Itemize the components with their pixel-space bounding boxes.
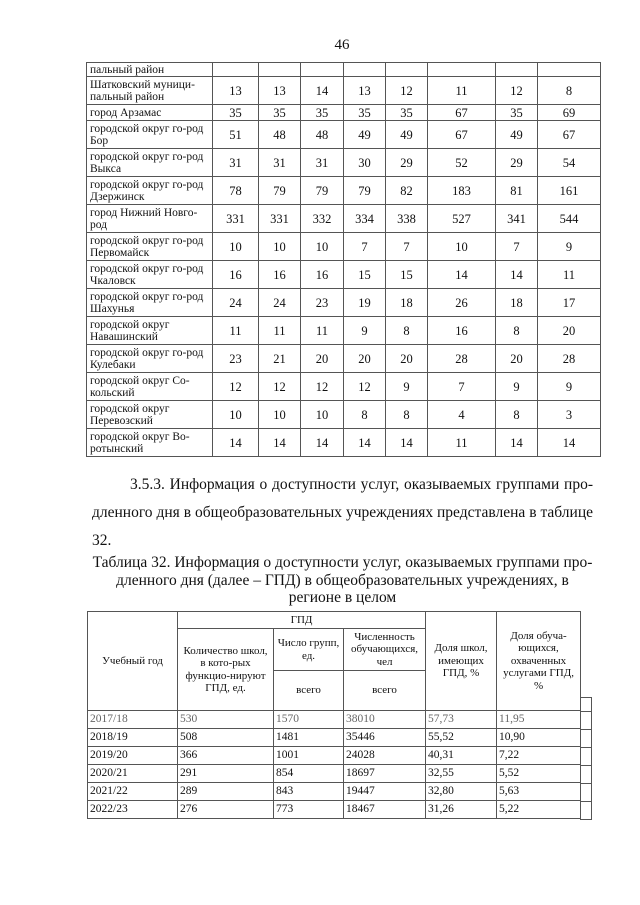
value-cell bbox=[538, 63, 601, 77]
value-cell: 67 bbox=[538, 121, 601, 149]
value-cell: 7 bbox=[344, 233, 386, 261]
value-cell: 11 bbox=[301, 317, 344, 345]
value-cell: 544 bbox=[538, 205, 601, 233]
year-cell: 2017/18 bbox=[88, 711, 178, 729]
schools-cell: 366 bbox=[178, 747, 274, 765]
value-cell: 10 bbox=[213, 233, 259, 261]
table-row bbox=[88, 801, 581, 819]
value-cell: 16 bbox=[301, 261, 344, 289]
value-cell: 331 bbox=[259, 205, 301, 233]
table-row bbox=[88, 729, 581, 747]
value-cell: 12 bbox=[301, 373, 344, 401]
table-row bbox=[87, 345, 601, 373]
value-cell: 79 bbox=[259, 177, 301, 205]
share-schools-cell: 32,80 bbox=[426, 783, 497, 801]
value-cell: 35 bbox=[259, 105, 301, 121]
value-cell: 7 bbox=[428, 373, 496, 401]
value-cell: 332 bbox=[301, 205, 344, 233]
students-cell: 35446 bbox=[344, 729, 426, 747]
municipality-table-continued bbox=[86, 62, 601, 457]
value-cell: 14 bbox=[213, 429, 259, 457]
year-cell: 2022/23 bbox=[88, 801, 178, 819]
value-cell: 14 bbox=[538, 429, 601, 457]
value-cell: 14 bbox=[301, 77, 344, 105]
schools-cell: 289 bbox=[178, 783, 274, 801]
value-cell: 14 bbox=[496, 429, 538, 457]
municipality-name: городской округ го-род Первомайск bbox=[87, 233, 213, 261]
header-students: Численность обучающихся, чел bbox=[344, 629, 426, 671]
value-cell: 12 bbox=[386, 77, 428, 105]
value-cell: 3 bbox=[538, 401, 601, 429]
municipality-name: городской округ го-род Чкаловск bbox=[87, 261, 213, 289]
value-cell: 69 bbox=[538, 105, 601, 121]
value-cell: 9 bbox=[386, 373, 428, 401]
value-cell: 67 bbox=[428, 121, 496, 149]
value-cell: 13 bbox=[259, 77, 301, 105]
municipality-name: городской округ го-род Выкса bbox=[87, 149, 213, 177]
value-cell: 9 bbox=[344, 317, 386, 345]
value-cell: 29 bbox=[386, 149, 428, 177]
value-cell: 10 bbox=[259, 233, 301, 261]
value-cell: 4 bbox=[428, 401, 496, 429]
paragraph-text: 3.5.3. Информация о доступности услуг, оказываемых группами про-дленного дня в общеобразовательных учреждениях представлена в таблице 32. bbox=[92, 476, 593, 549]
value-cell: 48 bbox=[301, 121, 344, 149]
value-cell: 20 bbox=[538, 317, 601, 345]
value-cell: 20 bbox=[386, 345, 428, 373]
municipality-name: городской округ Перевозский bbox=[87, 401, 213, 429]
value-cell: 14 bbox=[496, 261, 538, 289]
value-cell: 49 bbox=[344, 121, 386, 149]
schools-cell: 508 bbox=[178, 729, 274, 747]
value-cell: 11 bbox=[213, 317, 259, 345]
value-cell: 527 bbox=[428, 205, 496, 233]
municipality-name: городской округ го-род Кулебаки bbox=[87, 345, 213, 373]
value-cell: 10 bbox=[428, 233, 496, 261]
value-cell: 13 bbox=[213, 77, 259, 105]
students-cell: 38010 bbox=[344, 711, 426, 729]
value-cell: 7 bbox=[496, 233, 538, 261]
value-cell: 18 bbox=[496, 289, 538, 317]
value-cell bbox=[496, 63, 538, 77]
value-cell: 12 bbox=[213, 373, 259, 401]
value-cell: 30 bbox=[344, 149, 386, 177]
header-groups-total: всего bbox=[274, 671, 344, 711]
table-row bbox=[87, 77, 601, 105]
schools-cell: 276 bbox=[178, 801, 274, 819]
table-row bbox=[88, 747, 581, 765]
value-cell: 54 bbox=[538, 149, 601, 177]
value-cell: 10 bbox=[301, 401, 344, 429]
header-schools: Количество школ, в кото-рых функцио-нируют ГПД, ед. bbox=[178, 629, 274, 711]
value-cell: 79 bbox=[344, 177, 386, 205]
value-cell: 79 bbox=[301, 177, 344, 205]
municipality-name: город Арзамас bbox=[87, 105, 213, 121]
municipality-name: городской округ го-род Дзержинск bbox=[87, 177, 213, 205]
value-cell: 20 bbox=[344, 345, 386, 373]
share-schools-cell: 31,26 bbox=[426, 801, 497, 819]
value-cell: 341 bbox=[496, 205, 538, 233]
value-cell: 11 bbox=[259, 317, 301, 345]
value-cell: 28 bbox=[428, 345, 496, 373]
groups-cell: 773 bbox=[274, 801, 344, 819]
share-schools-cell: 32,55 bbox=[426, 765, 497, 783]
table-row bbox=[87, 317, 601, 345]
value-cell: 35 bbox=[496, 105, 538, 121]
table-row bbox=[87, 63, 601, 77]
value-cell: 14 bbox=[301, 429, 344, 457]
value-cell: 9 bbox=[496, 373, 538, 401]
municipality-name: городской округ Навашинский bbox=[87, 317, 213, 345]
page-number: 46 bbox=[334, 37, 350, 53]
header-gpd: ГПД bbox=[178, 612, 426, 629]
value-cell: 9 bbox=[538, 373, 601, 401]
value-cell: 31 bbox=[301, 149, 344, 177]
table-stub-column bbox=[580, 697, 592, 820]
groups-cell: 1481 bbox=[274, 729, 344, 747]
value-cell: 67 bbox=[428, 105, 496, 121]
value-cell: 9 bbox=[538, 233, 601, 261]
value-cell: 11 bbox=[428, 429, 496, 457]
header-year: Учебный год bbox=[88, 612, 178, 711]
value-cell: 16 bbox=[428, 317, 496, 345]
value-cell: 23 bbox=[301, 289, 344, 317]
municipality-name: городской округ Во-ротынский bbox=[87, 429, 213, 457]
value-cell: 48 bbox=[259, 121, 301, 149]
value-cell: 81 bbox=[496, 177, 538, 205]
value-cell: 11 bbox=[428, 77, 496, 105]
municipality-name: город Нижний Новго-род bbox=[87, 205, 213, 233]
value-cell: 8 bbox=[496, 317, 538, 345]
value-cell: 14 bbox=[344, 429, 386, 457]
header-students-total: всего bbox=[344, 671, 426, 711]
share-students-cell: 5,63 bbox=[497, 783, 581, 801]
share-students-cell: 5,22 bbox=[497, 801, 581, 819]
value-cell: 51 bbox=[213, 121, 259, 149]
value-cell: 15 bbox=[344, 261, 386, 289]
students-cell: 18467 bbox=[344, 801, 426, 819]
value-cell: 18 bbox=[386, 289, 428, 317]
value-cell: 35 bbox=[344, 105, 386, 121]
value-cell: 20 bbox=[301, 345, 344, 373]
value-cell: 8 bbox=[386, 317, 428, 345]
value-cell: 10 bbox=[213, 401, 259, 429]
value-cell bbox=[301, 63, 344, 77]
value-cell: 49 bbox=[386, 121, 428, 149]
table-row bbox=[87, 261, 601, 289]
header-groups: Число групп, ед. bbox=[274, 629, 344, 671]
value-cell bbox=[259, 63, 301, 77]
table-row bbox=[87, 105, 601, 121]
value-cell: 29 bbox=[496, 149, 538, 177]
value-cell: 13 bbox=[344, 77, 386, 105]
year-cell: 2020/21 bbox=[88, 765, 178, 783]
value-cell: 26 bbox=[428, 289, 496, 317]
table-row bbox=[87, 177, 601, 205]
value-cell: 334 bbox=[344, 205, 386, 233]
students-cell: 24028 bbox=[344, 747, 426, 765]
value-cell: 11 bbox=[538, 261, 601, 289]
value-cell: 24 bbox=[213, 289, 259, 317]
header-share-students: Доля обуча-ющихся, охваченных услугами ГПД, % bbox=[497, 612, 581, 711]
share-students-cell: 11,95 bbox=[497, 711, 581, 729]
value-cell: 78 bbox=[213, 177, 259, 205]
value-cell: 15 bbox=[386, 261, 428, 289]
table-row bbox=[87, 205, 601, 233]
value-cell: 28 bbox=[538, 345, 601, 373]
value-cell: 20 bbox=[496, 345, 538, 373]
value-cell: 16 bbox=[213, 261, 259, 289]
table-row bbox=[88, 711, 581, 729]
schools-cell: 530 bbox=[178, 711, 274, 729]
value-cell bbox=[428, 63, 496, 77]
value-cell: 8 bbox=[538, 77, 601, 105]
value-cell: 8 bbox=[496, 401, 538, 429]
municipality-name: пальный район bbox=[87, 63, 213, 77]
value-cell: 35 bbox=[301, 105, 344, 121]
municipality-name: городской округ го-род Бор bbox=[87, 121, 213, 149]
gpd-table bbox=[87, 611, 581, 819]
table-caption: Таблица 32. Информация о доступности услуг, оказываемых группами про-дленного дня (далее – ГПД) в общеобразовательных учреждениях, в регионе в целом bbox=[92, 554, 593, 606]
value-cell: 14 bbox=[259, 429, 301, 457]
value-cell bbox=[386, 63, 428, 77]
municipality-name: Шатковский муници-пальный район bbox=[87, 77, 213, 105]
year-cell: 2018/19 bbox=[88, 729, 178, 747]
value-cell: 49 bbox=[496, 121, 538, 149]
share-students-cell: 5,52 bbox=[497, 765, 581, 783]
section-paragraph bbox=[92, 471, 593, 555]
value-cell: 8 bbox=[386, 401, 428, 429]
table-row bbox=[88, 765, 581, 783]
value-cell: 24 bbox=[259, 289, 301, 317]
students-cell: 18697 bbox=[344, 765, 426, 783]
value-cell: 331 bbox=[213, 205, 259, 233]
table-row bbox=[87, 121, 601, 149]
value-cell: 35 bbox=[386, 105, 428, 121]
value-cell bbox=[344, 63, 386, 77]
municipality-name: городской округ Со-кольский bbox=[87, 373, 213, 401]
table-row bbox=[88, 783, 581, 801]
table-row bbox=[87, 373, 601, 401]
value-cell: 338 bbox=[386, 205, 428, 233]
value-cell: 14 bbox=[386, 429, 428, 457]
table-row bbox=[87, 429, 601, 457]
groups-cell: 843 bbox=[274, 783, 344, 801]
year-cell: 2021/22 bbox=[88, 783, 178, 801]
municipality-name: городской округ го-род Шахунья bbox=[87, 289, 213, 317]
header-share-schools: Доля школ, имеющих ГПД, % bbox=[426, 612, 497, 711]
table-row bbox=[87, 149, 601, 177]
table-row bbox=[87, 401, 601, 429]
value-cell: 8 bbox=[344, 401, 386, 429]
value-cell: 52 bbox=[428, 149, 496, 177]
value-cell: 31 bbox=[213, 149, 259, 177]
value-cell: 12 bbox=[496, 77, 538, 105]
value-cell: 19 bbox=[344, 289, 386, 317]
year-cell: 2019/20 bbox=[88, 747, 178, 765]
groups-cell: 1001 bbox=[274, 747, 344, 765]
share-schools-cell: 40,31 bbox=[426, 747, 497, 765]
value-cell: 10 bbox=[259, 401, 301, 429]
value-cell bbox=[213, 63, 259, 77]
value-cell: 17 bbox=[538, 289, 601, 317]
share-students-cell: 7,22 bbox=[497, 747, 581, 765]
value-cell: 12 bbox=[344, 373, 386, 401]
value-cell: 10 bbox=[301, 233, 344, 261]
value-cell: 82 bbox=[386, 177, 428, 205]
value-cell: 161 bbox=[538, 177, 601, 205]
table-row bbox=[87, 289, 601, 317]
groups-cell: 854 bbox=[274, 765, 344, 783]
value-cell: 21 bbox=[259, 345, 301, 373]
value-cell: 23 bbox=[213, 345, 259, 373]
value-cell: 14 bbox=[428, 261, 496, 289]
share-students-cell: 10,90 bbox=[497, 729, 581, 747]
value-cell: 12 bbox=[259, 373, 301, 401]
value-cell: 7 bbox=[386, 233, 428, 261]
value-cell: 31 bbox=[259, 149, 301, 177]
students-cell: 19447 bbox=[344, 783, 426, 801]
share-schools-cell: 55,52 bbox=[426, 729, 497, 747]
table-row bbox=[87, 233, 601, 261]
value-cell: 16 bbox=[259, 261, 301, 289]
schools-cell: 291 bbox=[178, 765, 274, 783]
value-cell: 35 bbox=[213, 105, 259, 121]
value-cell: 183 bbox=[428, 177, 496, 205]
share-schools-cell: 57,73 bbox=[426, 711, 497, 729]
groups-cell: 1570 bbox=[274, 711, 344, 729]
